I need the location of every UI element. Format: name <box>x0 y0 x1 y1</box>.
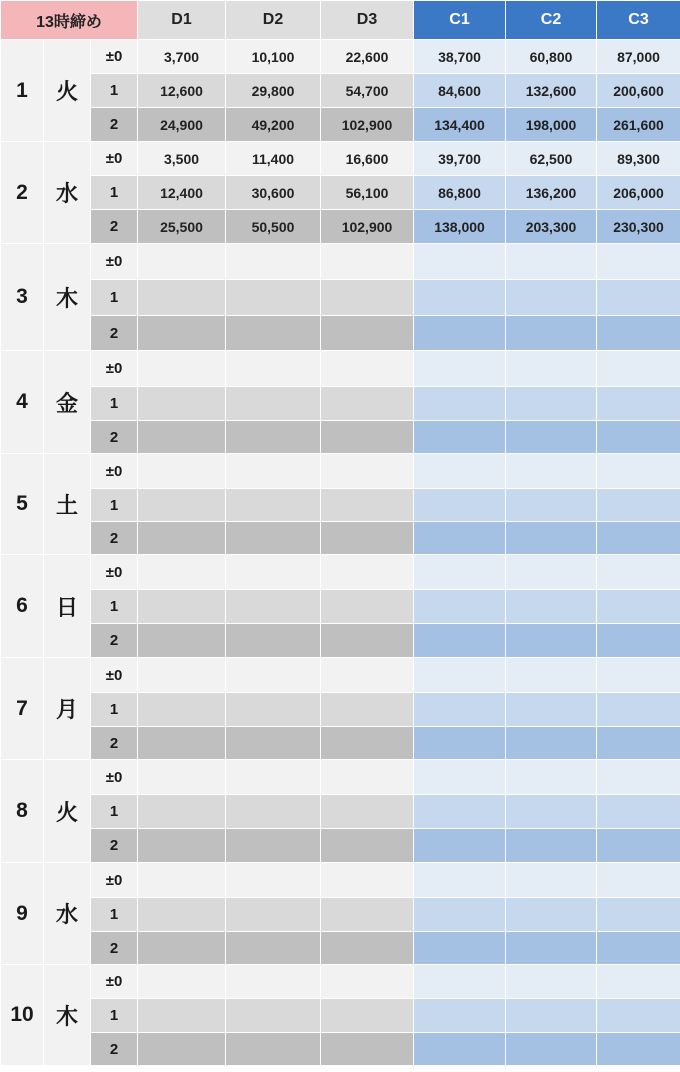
value-cell-d2 <box>226 795 321 829</box>
table-row <box>1 108 680 142</box>
level-label: 2 <box>91 829 138 863</box>
value-cell-d3 <box>321 489 414 522</box>
table-row <box>1 863 680 898</box>
value-cell-d3: 102,900 <box>321 210 414 244</box>
value-cell-c1 <box>414 932 506 965</box>
value-cell-c2 <box>506 863 597 898</box>
value-cell-d2 <box>226 829 321 863</box>
level-label: ±0 <box>91 454 138 489</box>
table-row <box>1 829 680 863</box>
table-row <box>1 316 680 351</box>
value-cell-d1 <box>138 624 226 658</box>
value-cell-c2 <box>506 522 597 555</box>
value-cell-d3 <box>321 590 414 624</box>
level-label: ±0 <box>91 658 138 693</box>
weekday-label: 土 <box>44 454 91 555</box>
value-cell-c2 <box>506 658 597 693</box>
value-cell-c1 <box>414 898 506 932</box>
day-number: 5 <box>1 454 44 555</box>
table-row <box>1 795 680 829</box>
value-cell-c3 <box>597 555 680 590</box>
value-cell-c3 <box>597 316 680 351</box>
value-cell-d1 <box>138 795 226 829</box>
value-cell-d3: 54,700 <box>321 74 414 108</box>
value-cell-c2 <box>506 590 597 624</box>
value-cell-c1: 84,600 <box>414 74 506 108</box>
table-row <box>1 1033 680 1066</box>
value-cell-d1 <box>138 590 226 624</box>
day-number: 7 <box>1 658 44 760</box>
value-cell-d3 <box>321 760 414 795</box>
weekday-label: 水 <box>44 863 91 965</box>
value-cell-d2 <box>226 965 321 999</box>
value-cell-d1 <box>138 280 226 316</box>
level-label: 2 <box>91 421 138 454</box>
value-cell-c3 <box>597 727 680 760</box>
value-cell-c3 <box>597 454 680 489</box>
level-label: 2 <box>91 522 138 555</box>
value-cell-c1: 86,800 <box>414 176 506 210</box>
value-cell-c1: 38,700 <box>414 40 506 74</box>
value-cell-d3 <box>321 351 414 387</box>
level-label: 1 <box>91 280 138 316</box>
value-cell-d2 <box>226 316 321 351</box>
value-cell-c1 <box>414 693 506 727</box>
value-cell-c1 <box>414 244 506 280</box>
value-cell-c1 <box>414 965 506 999</box>
value-cell-c3 <box>597 421 680 454</box>
value-cell-d2 <box>226 351 321 387</box>
value-cell-c1: 39,700 <box>414 142 506 176</box>
weekday-label: 火 <box>44 40 91 142</box>
weekday-label: 月 <box>44 658 91 760</box>
value-cell-c3 <box>597 489 680 522</box>
value-cell-d2: 50,500 <box>226 210 321 244</box>
value-cell-d3 <box>321 387 414 421</box>
value-cell-d2 <box>226 1033 321 1066</box>
value-cell-d3 <box>321 863 414 898</box>
value-cell-d3: 56,100 <box>321 176 414 210</box>
value-cell-c1 <box>414 489 506 522</box>
table-row <box>1 176 680 210</box>
value-cell-c3 <box>597 590 680 624</box>
table-row <box>1 522 680 555</box>
value-cell-c3 <box>597 351 680 387</box>
value-cell-d3 <box>321 795 414 829</box>
value-cell-c1 <box>414 316 506 351</box>
value-cell-c1 <box>414 999 506 1033</box>
value-cell-c1 <box>414 727 506 760</box>
table-row <box>1 74 680 108</box>
value-cell-c2 <box>506 999 597 1033</box>
value-cell-d3 <box>321 932 414 965</box>
value-cell-d2 <box>226 489 321 522</box>
column-header-c2: C2 <box>506 1 597 40</box>
value-cell-d3 <box>321 454 414 489</box>
table-row <box>1 387 680 421</box>
value-cell-d3 <box>321 693 414 727</box>
value-cell-c2 <box>506 795 597 829</box>
value-cell-d2 <box>226 280 321 316</box>
value-cell-d3 <box>321 898 414 932</box>
value-cell-d3 <box>321 999 414 1033</box>
value-cell-d2 <box>226 898 321 932</box>
level-label: 1 <box>91 74 138 108</box>
value-cell-c3: 261,600 <box>597 108 680 142</box>
value-cell-c1 <box>414 351 506 387</box>
value-cell-d2 <box>226 999 321 1033</box>
value-cell-c3 <box>597 999 680 1033</box>
day-number: 10 <box>1 965 44 1066</box>
weekday-label: 金 <box>44 351 91 454</box>
weekday-label: 水 <box>44 142 91 244</box>
level-label: 1 <box>91 898 138 932</box>
value-cell-d1 <box>138 421 226 454</box>
value-cell-c2 <box>506 454 597 489</box>
table-row <box>1 932 680 965</box>
value-cell-c2 <box>506 555 597 590</box>
value-cell-d1 <box>138 727 226 760</box>
value-cell-d2: 30,600 <box>226 176 321 210</box>
level-label: 2 <box>91 108 138 142</box>
day-number: 3 <box>1 244 44 351</box>
value-cell-d1: 12,400 <box>138 176 226 210</box>
value-cell-d3 <box>321 280 414 316</box>
value-cell-c1 <box>414 1033 506 1066</box>
value-cell-c3: 230,300 <box>597 210 680 244</box>
value-cell-d3 <box>321 727 414 760</box>
value-cell-d2 <box>226 454 321 489</box>
value-cell-d3 <box>321 421 414 454</box>
value-cell-c3 <box>597 522 680 555</box>
value-cell-c1 <box>414 590 506 624</box>
column-header-d2: D2 <box>226 1 321 40</box>
table-row <box>1 727 680 760</box>
value-cell-c2: 203,300 <box>506 210 597 244</box>
table-row <box>1 760 680 795</box>
level-label: 1 <box>91 999 138 1033</box>
value-cell-c1 <box>414 658 506 693</box>
value-cell-d3 <box>321 658 414 693</box>
value-cell-d3 <box>321 1033 414 1066</box>
value-cell-d2 <box>226 590 321 624</box>
value-cell-d1 <box>138 693 226 727</box>
table-row <box>1 454 680 489</box>
value-cell-c3 <box>597 898 680 932</box>
value-cell-c3 <box>597 863 680 898</box>
value-cell-d1: 12,600 <box>138 74 226 108</box>
value-cell-d1 <box>138 1033 226 1066</box>
value-cell-d1 <box>138 863 226 898</box>
value-cell-c3 <box>597 932 680 965</box>
value-cell-c2: 60,800 <box>506 40 597 74</box>
day-number: 4 <box>1 351 44 454</box>
day-number: 9 <box>1 863 44 965</box>
value-cell-c2 <box>506 932 597 965</box>
value-cell-d1 <box>138 489 226 522</box>
value-cell-d1 <box>138 999 226 1033</box>
value-cell-c1 <box>414 624 506 658</box>
value-cell-d1 <box>138 829 226 863</box>
value-cell-d1: 25,500 <box>138 210 226 244</box>
value-cell-d1 <box>138 316 226 351</box>
value-cell-d1 <box>138 555 226 590</box>
value-cell-d2 <box>226 658 321 693</box>
value-cell-d2: 49,200 <box>226 108 321 142</box>
value-cell-d2 <box>226 555 321 590</box>
table-row <box>1 624 680 658</box>
value-cell-c3 <box>597 658 680 693</box>
value-cell-d2: 11,400 <box>226 142 321 176</box>
value-cell-d2 <box>226 522 321 555</box>
level-label: ±0 <box>91 40 138 74</box>
value-cell-d2 <box>226 863 321 898</box>
level-label: 1 <box>91 795 138 829</box>
day-number: 1 <box>1 40 44 142</box>
weekday-label: 日 <box>44 555 91 658</box>
value-cell-c3 <box>597 244 680 280</box>
value-cell-c2: 62,500 <box>506 142 597 176</box>
value-cell-c2 <box>506 387 597 421</box>
table-row <box>1 590 680 624</box>
level-label: 2 <box>91 1033 138 1066</box>
value-cell-c3 <box>597 965 680 999</box>
column-header-d1: D1 <box>138 1 226 40</box>
value-cell-d3 <box>321 522 414 555</box>
value-cell-c2 <box>506 965 597 999</box>
value-cell-c1: 138,000 <box>414 210 506 244</box>
value-cell-d3: 22,600 <box>321 40 414 74</box>
value-cell-c2 <box>506 351 597 387</box>
value-cell-d1: 24,900 <box>138 108 226 142</box>
level-label: ±0 <box>91 863 138 898</box>
level-label: 1 <box>91 387 138 421</box>
table-row <box>1 658 680 693</box>
value-cell-d1 <box>138 454 226 489</box>
value-cell-c3: 87,000 <box>597 40 680 74</box>
value-cell-c3: 206,000 <box>597 176 680 210</box>
value-cell-d2 <box>226 693 321 727</box>
value-cell-d2: 29,800 <box>226 74 321 108</box>
value-cell-c2: 136,200 <box>506 176 597 210</box>
value-cell-c3 <box>597 624 680 658</box>
value-cell-d2 <box>226 244 321 280</box>
value-cell-c1 <box>414 421 506 454</box>
value-cell-c2 <box>506 244 597 280</box>
value-cell-c1 <box>414 522 506 555</box>
table-row <box>1 210 680 244</box>
day-number: 6 <box>1 555 44 658</box>
value-cell-d3 <box>321 829 414 863</box>
table-row <box>1 999 680 1033</box>
value-cell-c1 <box>414 863 506 898</box>
column-header-c3: C3 <box>597 1 680 40</box>
table-row <box>1 40 680 74</box>
value-cell-d1: 3,700 <box>138 40 226 74</box>
level-label: ±0 <box>91 142 138 176</box>
weekday-label: 木 <box>44 965 91 1066</box>
value-cell-d3 <box>321 316 414 351</box>
value-cell-c1 <box>414 795 506 829</box>
value-cell-c3 <box>597 760 680 795</box>
value-cell-c2 <box>506 316 597 351</box>
value-cell-d2 <box>226 421 321 454</box>
level-label: 2 <box>91 316 138 351</box>
value-cell-d3 <box>321 555 414 590</box>
value-cell-d1 <box>138 522 226 555</box>
value-cell-d2 <box>226 387 321 421</box>
value-cell-d3: 16,600 <box>321 142 414 176</box>
table-row <box>1 351 680 387</box>
value-cell-c3 <box>597 280 680 316</box>
value-cell-d1 <box>138 351 226 387</box>
level-label: ±0 <box>91 555 138 590</box>
value-cell-d2 <box>226 624 321 658</box>
value-cell-c1: 134,400 <box>414 108 506 142</box>
header-row <box>1 1 680 40</box>
value-cell-c2 <box>506 421 597 454</box>
value-cell-d2 <box>226 760 321 795</box>
table-row <box>1 244 680 280</box>
value-cell-d3 <box>321 624 414 658</box>
value-cell-d1 <box>138 658 226 693</box>
level-label: ±0 <box>91 760 138 795</box>
value-cell-c2: 198,000 <box>506 108 597 142</box>
value-cell-d2 <box>226 727 321 760</box>
value-cell-c3 <box>597 693 680 727</box>
value-cell-c1 <box>414 555 506 590</box>
value-cell-d1 <box>138 932 226 965</box>
value-cell-d3: 102,900 <box>321 108 414 142</box>
value-cell-c3 <box>597 795 680 829</box>
level-label: ±0 <box>91 965 138 999</box>
value-cell-d2 <box>226 932 321 965</box>
value-cell-d1 <box>138 898 226 932</box>
value-cell-c2 <box>506 693 597 727</box>
table-row <box>1 898 680 932</box>
level-label: 2 <box>91 932 138 965</box>
level-label: 2 <box>91 727 138 760</box>
value-cell-c1 <box>414 829 506 863</box>
level-label: 1 <box>91 489 138 522</box>
value-cell-d3 <box>321 965 414 999</box>
value-cell-c2 <box>506 1033 597 1066</box>
table-row <box>1 489 680 522</box>
deadline-label: 13時締め <box>1 1 138 40</box>
value-cell-c3: 89,300 <box>597 142 680 176</box>
level-label: 2 <box>91 624 138 658</box>
value-cell-c1 <box>414 280 506 316</box>
value-cell-d1 <box>138 387 226 421</box>
value-cell-d2: 10,100 <box>226 40 321 74</box>
day-number: 2 <box>1 142 44 244</box>
value-cell-d1: 3,500 <box>138 142 226 176</box>
table-row <box>1 421 680 454</box>
value-cell-c2 <box>506 280 597 316</box>
value-cell-c2 <box>506 829 597 863</box>
value-cell-c2 <box>506 489 597 522</box>
table-row <box>1 693 680 727</box>
table-row <box>1 555 680 590</box>
level-label: 1 <box>91 693 138 727</box>
level-label: ±0 <box>91 244 138 280</box>
value-cell-d1 <box>138 965 226 999</box>
value-cell-c3 <box>597 829 680 863</box>
table-row <box>1 142 680 176</box>
value-cell-c2 <box>506 898 597 932</box>
column-header-d3: D3 <box>321 1 414 40</box>
weekday-label: 木 <box>44 244 91 351</box>
table-row <box>1 965 680 999</box>
table-body <box>1 1 680 1066</box>
column-header-c1: C1 <box>414 1 506 40</box>
level-label: ±0 <box>91 351 138 387</box>
table-row <box>1 280 680 316</box>
weekday-label: 火 <box>44 760 91 863</box>
value-cell-d1 <box>138 244 226 280</box>
value-cell-c3: 200,600 <box>597 74 680 108</box>
value-cell-c3 <box>597 387 680 421</box>
value-cell-c2 <box>506 624 597 658</box>
value-cell-d1 <box>138 760 226 795</box>
level-label: 2 <box>91 210 138 244</box>
level-label: 1 <box>91 590 138 624</box>
level-label: 1 <box>91 176 138 210</box>
value-cell-c2 <box>506 727 597 760</box>
value-cell-c3 <box>597 1033 680 1066</box>
value-cell-c1 <box>414 454 506 489</box>
value-cell-c2 <box>506 760 597 795</box>
value-cell-d3 <box>321 244 414 280</box>
value-cell-c1 <box>414 760 506 795</box>
value-cell-c1 <box>414 387 506 421</box>
day-number: 8 <box>1 760 44 863</box>
value-cell-c2: 132,600 <box>506 74 597 108</box>
